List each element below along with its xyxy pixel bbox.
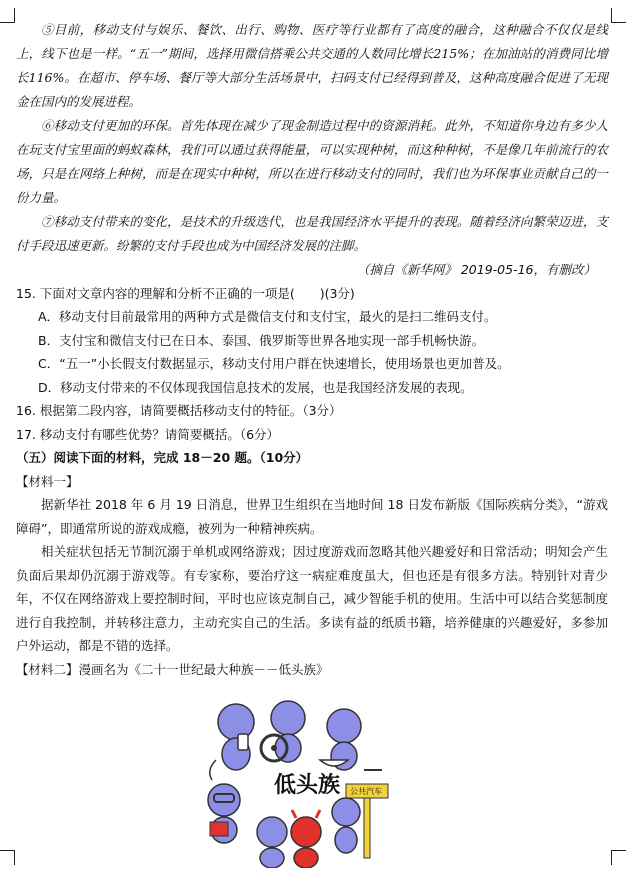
section-5-heading: （五）阅读下面的材料，完成 18－20 题。（10分） <box>16 450 309 465</box>
article-paragraph-7: ⑦移动支付带来的变化，是技术的升级迭代，也是我国经济水平提升的表现。随着经济向繁荣迈进，支付手段迅速更新。纷繁的支付手段也成为中国经济发展的注脚。 <box>16 214 608 253</box>
bus-stop-sign <box>332 784 388 858</box>
cartoon-center-text: 低头族 <box>274 773 341 798</box>
question-15-option-c: C．“五一”小长假支付数据显示，移动支付用户群在快速增长，使用场景也更加普及。 <box>38 356 510 371</box>
figure-eating-top-right <box>320 709 382 770</box>
article-excerpt <box>16 18 608 282</box>
crop-mark-bottom-right <box>611 850 626 865</box>
article-paragraph-5: ⑤目前，移动支付与娱乐、餐饮、出行、购物、医疗等行业都有了高度的融合，这种融合不仅仅是线上，线下也是一样。“五一”期间，选择用微信搭乘公共交通的人数同比增长215%；在加油站的消费同比增长116%。在超市、停车场、餐厅等大部分生活场景中，扫码支付已经得到普及，这种高度融合促进了无现金在国内的发展进程。 <box>16 22 608 109</box>
material-1-paragraph-1: 据新华社 2018 年 6 月 19 日消息，世界卫生组织在当地时间 18 日发布新版《国际疾病分类》，“游戏障碍”，即通常所说的游戏成瘾，被列为一种精神疾病。 <box>16 497 608 536</box>
question-17: 17. 移动支付有哪些优势？请简要概括。（6分） <box>16 426 280 442</box>
material-2-label: 【材料二】漫画名为《二十一世纪最大种族－－低头族》 <box>16 661 329 677</box>
material-1-paragraph-2: 相关症状包括无节制沉溺于单机或网络游戏；因过度游戏而忽略其他兴趣爱好和日常活动；明知会产生负面后果却仍沉溺于游戏等。有专家称，要治疗这一病症难度虽大，但也还是有很多方法。特别针对青少年，不仅在网络游戏上要控制时间，平时也应该克制自己，减少智能手机的使用。生活中可以结合奖惩制度进行自我控制，并转移注意力，主动充实自己的生活。多读有益的纸质书籍，培养健康的兴趣爱好，多参加户外运动，都是不错的选择。 <box>16 544 608 653</box>
figure-driver-top-middle <box>261 701 305 762</box>
bus-stop-sign-text: 公共汽车 <box>350 787 382 796</box>
figure-reading-left <box>208 784 240 843</box>
question-15-option-b: B．支付宝和微信支付已在日本、泰国、俄罗斯等世界各地实现一部手机畅快游。 <box>38 332 485 348</box>
question-15-option-d: D．移动支付带来的不仅体现我国信息技术的发展，也是我国经济发展的表现。 <box>38 379 473 395</box>
crop-mark-bottom-left <box>0 850 15 865</box>
article-paragraph-6: ⑥移动支付更加的环保。首先体现在减少了现金制造过程中的资源消耗。此外，不知道你身边有多少人在玩支付宝里面的蚂蚁森林，我们可以通过获得能量，可以实现种树，而这种种树，不是像几年前流行的农场，只是在网络上种树，而是在现实中种树，所以在进行移动支付的同时，我们也为环保事业贡献自己的一份力量。 <box>16 118 608 205</box>
figure-pair-bottom <box>257 810 321 868</box>
exam-page <box>16 18 608 681</box>
question-15-option-a: A．移动支付目前最常用的两种方式是微信支付和支付宝，最火的是扫二维码支付。 <box>38 309 497 324</box>
crop-mark-top-left <box>0 8 15 23</box>
heads-down-tribe-cartoon <box>196 690 396 868</box>
crop-mark-top-right <box>611 8 626 23</box>
material-1-label: 【材料一】 <box>16 473 79 489</box>
article-source: （摘自《新华网》 2019-05-16，有删改） <box>356 262 596 277</box>
question-15: 15. 下面对文章内容的理解和分析不正确的一项是( )(3分) <box>16 285 355 301</box>
question-16: 16. 根据第二段内容，请简要概括移动支付的特征。（3分） <box>16 403 342 418</box>
question-block <box>16 282 608 682</box>
figure-phone-top-left <box>210 704 254 780</box>
